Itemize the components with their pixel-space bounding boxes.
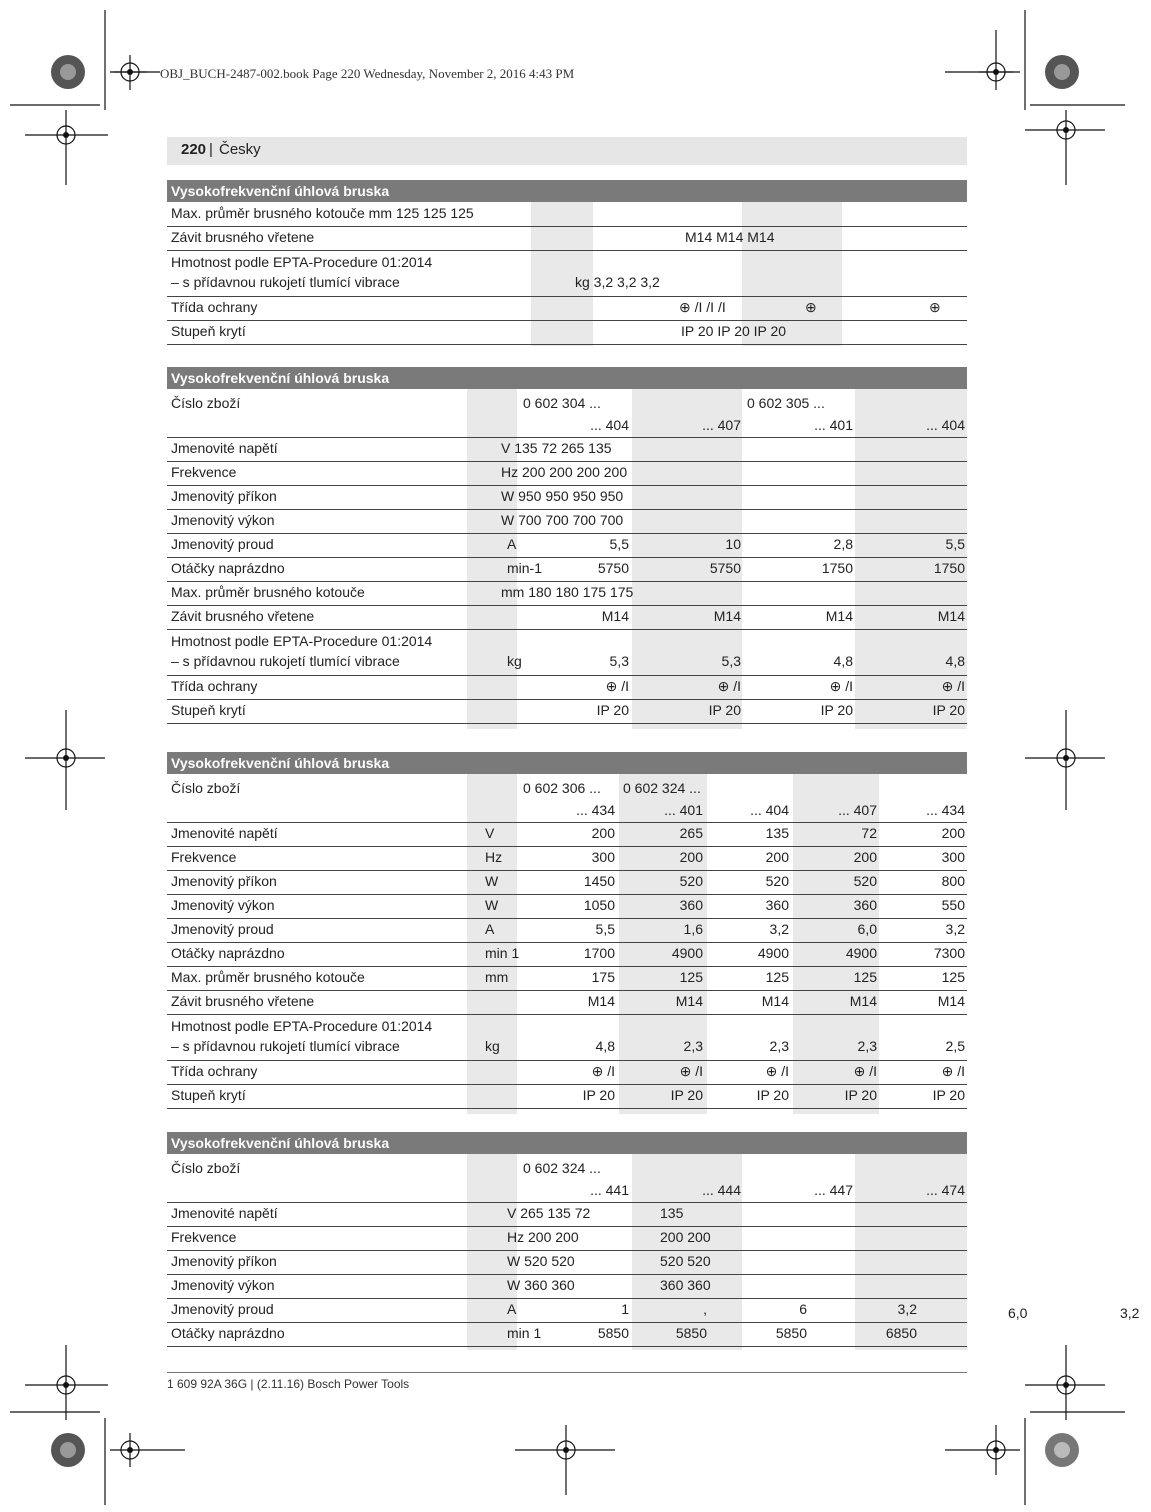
row-label: Jmenovitý proud — [171, 921, 274, 937]
row-value: IP 20 — [820, 702, 853, 718]
row-value: M14 — [587, 993, 615, 1009]
row-value: 4,8 — [595, 1038, 615, 1054]
row-label: Frekvence — [171, 849, 237, 865]
section-title: Vysokofrekvenční úhlová bruska — [167, 1132, 967, 1154]
row-value: 520 — [853, 873, 877, 889]
row-value: 5,3 — [609, 653, 629, 669]
row-value: 4,8 — [833, 653, 853, 669]
section-title: Vysokofrekvenční úhlová bruska — [167, 180, 967, 202]
table-row — [167, 846, 967, 871]
row-value: 2,3 — [857, 1038, 877, 1054]
variant-code: ... 434 — [576, 802, 615, 818]
row-label: Otáčky naprázdno — [171, 945, 285, 961]
spec-table-3 — [167, 752, 967, 1116]
row-value: M14 — [937, 608, 965, 624]
row-value: IP 20 — [670, 1087, 703, 1103]
row-label: Hmotnost podle EPTA-Procedure 01:2014 — [171, 1018, 433, 1034]
unit-label: kg — [507, 653, 522, 669]
row-value: 5,5 — [945, 536, 965, 552]
row-value: ⊕ /I — [679, 1063, 703, 1079]
table-row — [167, 1084, 967, 1109]
table-row — [167, 942, 967, 967]
row-value: 200 — [941, 825, 965, 841]
row-value: 4,8 — [945, 653, 965, 669]
row-value: mm 180 180 175 175 — [501, 584, 634, 600]
row-label: Jmenovitý výkon — [171, 512, 275, 528]
row-value: ⊕ /I — [765, 1063, 789, 1079]
row-value: Hz 200 200 200 200 — [501, 464, 628, 480]
spec-table-4 — [167, 1132, 967, 1352]
row-value: M14 — [713, 608, 741, 624]
row-value: 4900 — [757, 945, 789, 961]
table-row — [167, 1060, 967, 1085]
row-value: V 135 72 265 135 — [501, 440, 612, 456]
row-value: M14 — [849, 993, 877, 1009]
row-value: W 360 360 — [507, 1277, 575, 1293]
row-value: 200 — [853, 849, 877, 865]
row-label-sub: – s přídavnou rukojetí tlumící vibrace — [171, 274, 400, 290]
variant-code: ... 407 — [838, 802, 877, 818]
variant-code: ... 404 — [750, 802, 789, 818]
row-value: 300 — [941, 849, 965, 865]
row-value: 1050 — [583, 897, 615, 913]
variant-code: ... 447 — [814, 1182, 853, 1198]
unit-label: A — [485, 921, 495, 937]
row-label: Závit brusného vřetene — [171, 608, 315, 624]
unit-label: min 1 — [507, 1325, 542, 1341]
row-value: IP 20 — [708, 702, 741, 718]
row-value: M14 M14 M14 — [685, 229, 775, 245]
row-value: 360 — [765, 897, 789, 913]
table-row — [167, 605, 967, 630]
section-title: Vysokofrekvenční úhlová bruska — [167, 752, 967, 774]
row-value: 6 — [799, 1301, 807, 1317]
row-label: Max. průměr brusného kotouče mm 125 125 125 — [171, 205, 474, 221]
row-label: Stupeň krytí — [171, 323, 246, 339]
row-value: M14 — [601, 608, 629, 624]
section-title: Vysokofrekvenční úhlová bruska — [167, 367, 967, 389]
row-value: 520 — [679, 873, 703, 889]
table-row — [167, 894, 967, 919]
table-header-row — [167, 1154, 967, 1203]
row-value: M14 — [825, 608, 853, 624]
article-label: Číslo zboží — [171, 395, 241, 411]
row-value: 265 — [679, 825, 703, 841]
variant-code: ... 404 — [926, 417, 965, 433]
row-value: , — [703, 1301, 707, 1317]
row-value: Hz 200 200 — [507, 1229, 579, 1245]
row-value: M14 — [675, 993, 703, 1009]
spec-table-1 — [167, 180, 967, 348]
row-value: 520 520 — [660, 1253, 711, 1269]
row-label: Max. průměr brusného kotouče — [171, 969, 365, 985]
table-row — [167, 1274, 967, 1299]
page-header — [167, 137, 967, 165]
table-row — [167, 822, 967, 847]
row-value: 200 200 — [660, 1229, 711, 1245]
page-language: Česky — [219, 141, 261, 158]
unit-label: A — [507, 536, 517, 552]
page-header-separator: | — [209, 141, 213, 158]
row-value: 10 — [725, 536, 741, 552]
row-value: 72 — [861, 825, 877, 841]
row-value: IP 20 — [596, 702, 629, 718]
variant-code: ... 401 — [664, 802, 703, 818]
row-label: Jmenovitý příkon — [171, 873, 277, 889]
row-label: Stupeň krytí — [171, 702, 246, 718]
row-value: 5,3 — [721, 653, 741, 669]
row-value: 2,5 — [945, 1038, 965, 1054]
row-value: 300 — [591, 849, 615, 865]
row-value: ⊕ /I — [941, 678, 965, 694]
variant-code: ... 444 — [702, 1182, 741, 1198]
row-label: Třída ochrany — [171, 1063, 258, 1079]
row-value: kg 3,2 3,2 3,2 — [575, 274, 660, 290]
row-value: 5,5 — [609, 536, 629, 552]
spec-table-2 — [167, 367, 967, 731]
row-label: Otáčky naprázdno — [171, 560, 285, 576]
row-value: 135 — [660, 1205, 684, 1221]
row-value: 5750 — [709, 560, 741, 576]
row-label: Max. průměr brusného kotouče — [171, 584, 365, 600]
row-value: 125 — [679, 969, 703, 985]
table-row — [167, 1014, 967, 1061]
article-label: Číslo zboží — [171, 1160, 241, 1176]
row-label: Jmenovité napětí — [171, 825, 278, 841]
variant-code: ... 434 — [926, 802, 965, 818]
row-value: 200 — [765, 849, 789, 865]
table-row — [167, 1226, 967, 1251]
row-value: W 950 950 950 950 — [501, 488, 624, 504]
row-value: IP 20 IP 20 IP 20 — [681, 323, 787, 339]
row-label: Jmenovitý příkon — [171, 488, 277, 504]
row-value: 1 — [621, 1301, 629, 1317]
row-value: 175 — [591, 969, 615, 985]
table-header-row — [167, 389, 967, 438]
row-value: 5850 — [597, 1325, 629, 1341]
table-row — [167, 509, 967, 534]
table-row — [167, 226, 967, 251]
row-value: 3,2 — [897, 1301, 917, 1317]
page-number: 220 — [181, 141, 207, 158]
row-value: 3,2 — [769, 921, 789, 937]
row-value: 5750 — [597, 560, 629, 576]
row-value: 5850 — [675, 1325, 707, 1341]
table-row — [167, 1322, 967, 1347]
row-value: 4900 — [671, 945, 703, 961]
footer-rule — [167, 1372, 967, 1373]
overflow-value: 3,2 — [1120, 1305, 1140, 1321]
row-label: Frekvence — [171, 1229, 237, 1245]
row-value: ⊕ /I — [591, 1063, 615, 1079]
row-value: 6,0 — [857, 921, 877, 937]
row-value: W 700 700 700 700 — [501, 512, 624, 528]
row-value: ⊕ — [929, 299, 941, 315]
row-value: ⊕ /I — [717, 678, 741, 694]
unit-label: V — [485, 825, 495, 841]
table-row — [167, 202, 967, 227]
row-value: 6850 — [885, 1325, 917, 1341]
overflow-value: 6,0 — [1008, 1305, 1028, 1321]
variant-code: ... 404 — [590, 417, 629, 433]
row-value: 2,3 — [769, 1038, 789, 1054]
row-value: 135 — [765, 825, 789, 841]
table-row — [167, 990, 967, 1015]
row-value: M14 — [761, 993, 789, 1009]
row-value: 200 — [679, 849, 703, 865]
table-header-row — [167, 774, 967, 823]
table-row — [167, 629, 967, 676]
row-label: Závit brusného vřetene — [171, 993, 315, 1009]
table-row — [167, 870, 967, 895]
article-label: Číslo zboží — [171, 780, 241, 796]
unit-label: W — [485, 873, 499, 889]
unit-label: W — [485, 897, 499, 913]
page-footer: 1 609 92A 36G | (2.11.16) Bosch Power Tools — [167, 1377, 410, 1391]
article-number: 0 602 305 ... — [747, 395, 825, 411]
page-print-line: OBJ_BUCH-2487-002.book Page 220 Wednesday, November 2, 2016 4:43 PM — [160, 66, 575, 81]
row-value: IP 20 — [844, 1087, 877, 1103]
table-row — [167, 699, 967, 724]
row-value: 360 — [679, 897, 703, 913]
row-value: 5,5 — [595, 921, 615, 937]
row-value: ⊕ /I /I /I — [679, 299, 726, 315]
row-value: V 265 135 72 — [507, 1205, 591, 1221]
row-value: 1750 — [933, 560, 965, 576]
row-label: Stupeň krytí — [171, 1087, 246, 1103]
table-row — [167, 533, 967, 558]
row-label: Jmenovitý výkon — [171, 1277, 275, 1293]
table-row — [167, 1250, 967, 1275]
row-value: 520 — [765, 873, 789, 889]
unit-label: Hz — [485, 849, 503, 865]
row-label: Hmotnost podle EPTA-Procedure 01:2014 — [171, 254, 433, 270]
row-value: 125 — [853, 969, 877, 985]
row-value: 2,3 — [683, 1038, 703, 1054]
row-value: 1700 — [583, 945, 615, 961]
table-row — [167, 557, 967, 582]
variant-code: ... 407 — [702, 417, 741, 433]
table-row — [167, 675, 967, 700]
row-label: Jmenovité napětí — [171, 1205, 278, 1221]
row-value: IP 20 — [582, 1087, 615, 1103]
unit-label: min 1 — [485, 945, 520, 961]
row-label: Jmenovitý příkon — [171, 1253, 277, 1269]
row-label: Třída ochrany — [171, 678, 258, 694]
table-row — [167, 320, 967, 345]
row-value: W 520 520 — [507, 1253, 575, 1269]
row-label: Hmotnost podle EPTA-Procedure 01:2014 — [171, 633, 433, 649]
row-value: 1450 — [583, 873, 615, 889]
row-value: 3,2 — [945, 921, 965, 937]
unit-label: min-1 — [507, 560, 543, 576]
unit-label: mm — [485, 969, 509, 985]
row-value: IP 20 — [932, 702, 965, 718]
row-value: 5850 — [775, 1325, 807, 1341]
table-row — [167, 485, 967, 510]
article-number: 0 602 324 ... — [523, 1160, 601, 1176]
table-row — [167, 461, 967, 486]
row-label: Jmenovité napětí — [171, 440, 278, 456]
row-value: 360 — [853, 897, 877, 913]
variant-code: ... 441 — [590, 1182, 629, 1198]
row-value: IP 20 — [756, 1087, 789, 1103]
unit-label: kg — [485, 1038, 500, 1054]
article-number: 0 602 304 ... — [523, 395, 601, 411]
row-value: 360 360 — [660, 1277, 711, 1293]
table-row — [167, 250, 967, 297]
table-row — [167, 1202, 967, 1227]
row-value: ⊕ /I — [829, 678, 853, 694]
row-label: Frekvence — [171, 464, 237, 480]
row-value: 1750 — [821, 560, 853, 576]
row-value: ⊕ /I — [605, 678, 629, 694]
row-label-sub: – s přídavnou rukojetí tlumící vibrace — [171, 1038, 400, 1054]
row-value: ⊕ /I — [853, 1063, 877, 1079]
row-label: Otáčky naprázdno — [171, 1325, 285, 1341]
table-row — [167, 437, 967, 462]
table-row — [167, 1298, 967, 1323]
variant-code: ... 401 — [814, 417, 853, 433]
variant-code: ... 474 — [926, 1182, 965, 1198]
row-label: Jmenovitý proud — [171, 1301, 274, 1317]
table-row — [167, 918, 967, 943]
row-value: 200 — [591, 825, 615, 841]
row-value: 4900 — [845, 945, 877, 961]
row-value: 1,6 — [683, 921, 703, 937]
row-value: 550 — [941, 897, 965, 913]
article-number: 0 602 306 ... — [523, 780, 601, 796]
row-value: 7300 — [933, 945, 965, 961]
table-row — [167, 581, 967, 606]
row-value: M14 — [937, 993, 965, 1009]
row-value: 800 — [941, 873, 965, 889]
row-label: Jmenovitý výkon — [171, 897, 275, 913]
table-row — [167, 296, 967, 321]
row-value: ⊕ — [805, 299, 817, 315]
row-value: IP 20 — [932, 1087, 965, 1103]
row-label-sub: – s přídavnou rukojetí tlumící vibrace — [171, 653, 400, 669]
article-number: 0 602 324 ... — [623, 780, 701, 796]
unit-label: A — [507, 1301, 517, 1317]
row-value: ⊕ /I — [941, 1063, 965, 1079]
row-value: 125 — [941, 969, 965, 985]
table-row — [167, 966, 967, 991]
row-label: Jmenovitý proud — [171, 536, 274, 552]
row-value: 2,8 — [833, 536, 853, 552]
row-label: Třída ochrany — [171, 299, 258, 315]
row-value: 125 — [765, 969, 789, 985]
row-label: Závit brusného vřetene — [171, 229, 315, 245]
